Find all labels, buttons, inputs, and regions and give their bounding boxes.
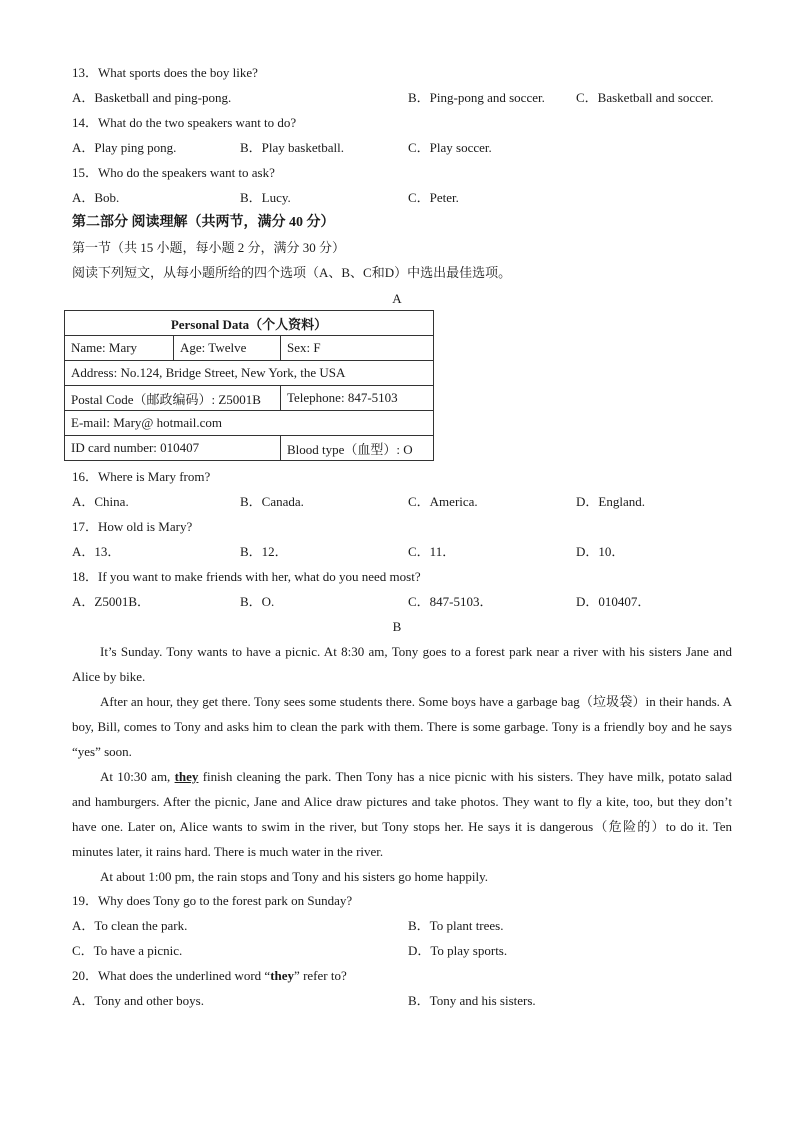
q13-option-b: B．Ping-pong and soccer. <box>408 90 545 105</box>
q20-option-b: B．Tony and his sisters. <box>408 993 536 1008</box>
q20-stem-word: they <box>270 968 295 983</box>
q17-option-d: D．10． <box>576 544 625 559</box>
q14-option-a: A．Play ping pong. <box>72 140 177 155</box>
q15-option-b: B．Lucy. <box>240 190 291 205</box>
table-title: Personal Data（个人资料） <box>65 311 434 336</box>
passage-b-paragraph-3 <box>72 764 732 864</box>
table-postal-code: Postal Code（邮政编码）: Z5001B <box>65 386 281 411</box>
q18-option-a: A．Z5001B． <box>72 594 151 609</box>
question-15: 15．Who do the speakers want to ask? <box>72 165 275 180</box>
question-20 <box>72 968 347 984</box>
q18-option-c: C．847-5103． <box>408 594 493 609</box>
q14-option-c: C．Play soccer. <box>408 140 492 155</box>
paragraph-3-rest: finish cleaning the park. Then Tony has a nice picnic with his sisters. They have milk, potato salad and hamburgers. After the picnic, Jane and Alice draw pictures and take photos. They want to fly a kite, too, but they don’t have one. Later on, Alice wants to swim in the river, but Tony stops her. He says it is dangerous（危险的）to do it. Ten minutes later, it rains hard. There is much water in the river. <box>72 769 732 859</box>
q14-option-b: B．Play basketball. <box>240 140 344 155</box>
q20-stem-end: ” refer to? <box>294 968 347 983</box>
part2-title: 第二部分 阅读理解（共两节，满分 40 分） <box>72 215 335 230</box>
q18-option-b: B．O. <box>240 594 275 609</box>
reading-instruction: 阅读下列短文，从每小题所给的四个选项（A、B、C和D）中选出最佳选项。 <box>72 265 512 280</box>
table-blood-type: Blood type（血型）: O <box>281 436 434 461</box>
q16-option-c: C．America. <box>408 494 478 509</box>
table-age: Age: Twelve <box>174 336 281 361</box>
paragraph-3-start: At 10:30 am, <box>100 769 175 784</box>
question-13: 13．What sports does the boy like? <box>72 65 258 80</box>
underlined-word-they: they <box>174 769 199 784</box>
q15-option-a: A．Bob. <box>72 190 120 205</box>
q13-option-a: A．Basketball and ping-pong. <box>72 90 232 105</box>
q17-option-c: C．11． <box>408 544 456 559</box>
passage-b-paragraph-2: After an hour, they get there. Tony sees some students there. Some boys have a garbage bag（垃圾袋）in their hands. A boy, Bill, comes to Tony and asks him to clean the park with them. There is some garbage. Tony is a friendly boy and he says “yes” soon. <box>72 694 732 759</box>
passage-b-paragraph-1: It’s Sunday. Tony wants to have a picnic. At 8:30 am, Tony goes to a forest park near a river with his sisters Jane and Alice by bike. <box>72 644 732 684</box>
q20-option-a: A．Tony and other boys. <box>72 993 204 1008</box>
table-address: Address: No.124, Bridge Street, New York, the USA <box>65 361 434 386</box>
q16-option-a: A．China. <box>72 494 129 509</box>
q19-option-a: A．To clean the park. <box>72 918 188 933</box>
question-16: 16．Where is Mary from? <box>72 469 211 484</box>
passage-a-label: A <box>392 291 402 306</box>
q15-option-c: C．Peter. <box>408 190 459 205</box>
q13-option-c: C．Basketball and soccer. <box>576 90 714 105</box>
table-sex: Sex: F <box>281 336 434 361</box>
q17-option-b: B．12． <box>240 544 288 559</box>
q20-stem-start: 20．What does the underlined word “ <box>72 968 271 983</box>
question-17: 17．How old is Mary? <box>72 519 193 534</box>
question-19: 19．Why does Tony go to the forest park on Sunday? <box>72 893 353 908</box>
q19-option-c: C．To have a picnic. <box>72 943 183 958</box>
passage-b-paragraph-4: At about 1:00 pm, the rain stops and Tony and his sisters go home happily. <box>100 869 488 884</box>
q18-option-d: D．010407． <box>576 594 651 609</box>
q17-option-a: A．13． <box>72 544 121 559</box>
section1-title: 第一节（共 15 小题，每小题 2 分，满分 30 分） <box>72 240 346 255</box>
q19-option-d: D．To play sports. <box>408 943 508 958</box>
table-email: E-mail: Mary@ hotmail.com <box>65 411 434 436</box>
question-18: 18．If you want to make friends with her, what do you need most? <box>72 569 421 584</box>
q16-option-d: D．England. <box>576 494 645 509</box>
table-id-number: ID card number: 010407 <box>65 436 281 461</box>
table-telephone: Telephone: 847-5103 <box>281 386 434 411</box>
question-14: 14．What do the two speakers want to do? <box>72 115 297 130</box>
passage-b-label: B <box>392 619 402 634</box>
personal-data-table <box>64 310 434 461</box>
q19-option-b: B．To plant trees. <box>408 918 504 933</box>
q16-option-b: B．Canada. <box>240 494 304 509</box>
table-name: Name: Mary <box>65 336 174 361</box>
